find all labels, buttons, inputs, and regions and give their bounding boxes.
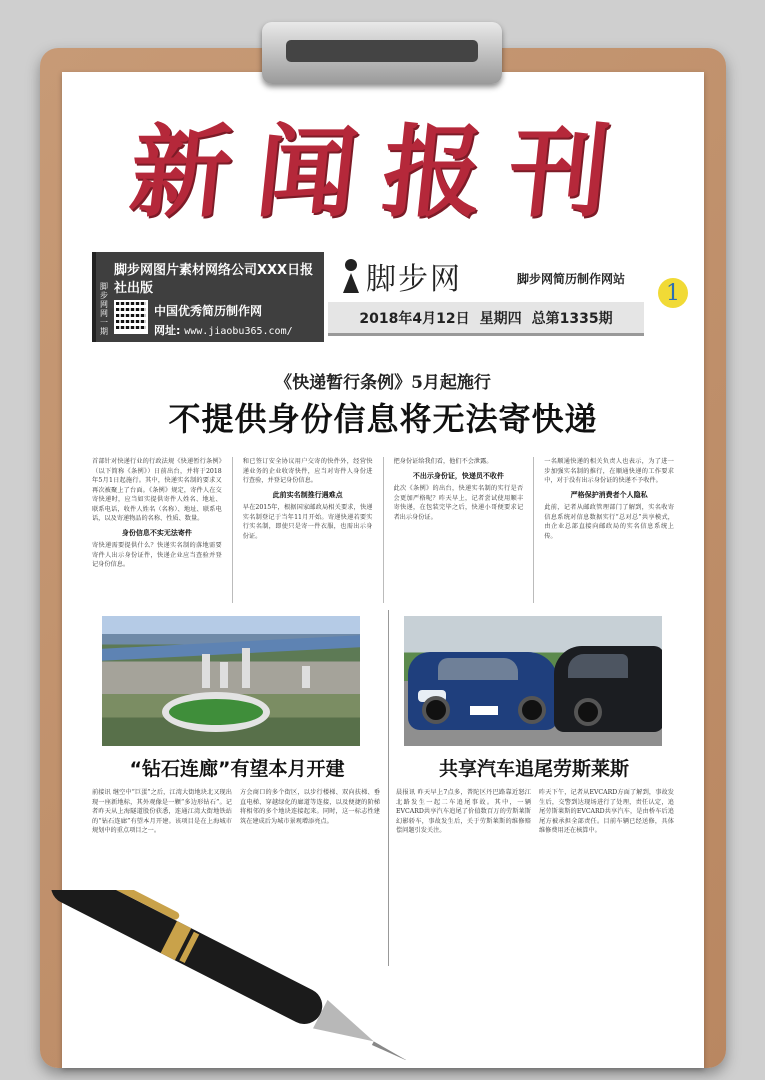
lead-subhead-2: 此前实名制推行遇难点 (272, 489, 343, 499)
column-divider (533, 457, 534, 603)
newspaper-page (62, 72, 704, 1068)
publisher-box (92, 252, 324, 342)
url-label: 网址: (154, 324, 181, 337)
left-story-column-1: 前接讯 继空中“巨蛋”之后，江湾大街地块北又现出现一座新地标，其外观像是一颗“多边形钻石”。记者昨天从上海隧道股份获悉，连通江湾大街地铁站的“钻石连廊”有望本月开建。该项目是在上海城市规划中的重点项目之一。 (92, 789, 232, 834)
brand-logo (342, 256, 462, 296)
right-story-column-2: 昨天下午，记者从EVCARD方面了解到，事故发生后，交警到达现场进行了处理，责任认定，追尾劳斯莱斯的EVCARD共享汽车，是由桥车后追尾方被承担全部责任。目前车辆已经送修，具体维修费用还在核算中。 (539, 789, 674, 834)
lead-subhead-3: 不出示身份证，快递员不收件 (412, 470, 504, 480)
lead-headline: 不提供身份信息将无法寄快递 (168, 400, 598, 438)
city-aerial-photo (102, 616, 360, 746)
logo-tagline: 脚步网简历制作网站 (517, 272, 626, 286)
right-story-headline: 共享汽车追尾劳斯莱斯 (438, 758, 629, 780)
lead-column-3: 把身份证给我们看，他们不会泄露。 不出示身份证，快递员不收件 此次《条例》的出台，快递实名制的实行是否会更加严格呢？昨天早上，记者尝试使用顺丰寄快递，在包装完毕之后，快递小哥便要求记者出示身份证。 (393, 458, 524, 521)
left-story-body (92, 788, 380, 960)
issue-date: 2018年4月12日 (359, 310, 470, 327)
person-silhouette-icon (342, 259, 360, 293)
issue-number: 总第1335期 (531, 310, 613, 327)
info-bar (92, 252, 680, 342)
car-crash-photo (404, 616, 662, 746)
column-divider (383, 457, 384, 603)
lead-subhead-4: 严格保护消费者个人隐私 (570, 489, 648, 499)
tagline: 中国优秀简历制作网 (154, 304, 263, 318)
lead-subhead-1: 身份信息不实无法寄件 (121, 527, 192, 537)
lead-column-4: 一名顺通快递的相关负责人也表示，为了进一步加强实名制的推行，在顺通快递的工作要求中，对于没有出示身份证的快递不予收件。 严格保护消费者个人隐私 此前，记者从邮政管理部门了解到，实名收寄信息系统对信息数据实行“总对总”共享模式，由企业总部直接向邮政局的实名信息系统上传。 (544, 458, 674, 540)
publisher-text: 脚步网图片素材网络公司XXX日报社出版 (114, 263, 314, 296)
right-story-column-1: 晨报讯 昨天早上7点多，普陀区丹巴路靠近怒江北路发生一起二车追尾事故。其中，一辆EVCARD共享汽车追尾了价值数百万的劳斯莱斯幻影轿车，事故发生后，关于劳斯莱斯的维修赔偿问题引发关注。 (396, 789, 531, 834)
page-number-badge: 1 (658, 278, 688, 308)
website (154, 322, 293, 338)
section-divider (388, 610, 389, 966)
lead-kicker: 《快递暂行条例》5月起施行 (275, 373, 491, 393)
logo-text: 脚步网 (366, 262, 462, 297)
vertical-label: 脚步网网一期 (100, 282, 108, 336)
column-divider (232, 457, 233, 603)
date-bar (328, 302, 644, 336)
issue-weekday: 星期四 (479, 310, 522, 327)
lead-column-1: 首部针对快递行业的行政法规《快递暂行条例》（以下简称《条例》）日前出台，并将于2018年5月1日起施行。其中，快递实名制的要求又再次被聚上了台面。《条例》规定，寄件人在交寄快递时，应当如实提供寄件人姓名、地址、联系电话，收件人姓名（名称）、地址、联系电话，以及寄递物品的名称、性质、数量。 身份信息不实无法寄件 寄快递需要提供什么？快递实名制的落地需要寄件人出示身份证件，快递企业应当查验并登记身份信息。 (92, 458, 222, 568)
right-story-body (396, 788, 674, 960)
left-story-column-2: 方会商口的多个街区，以步行楼梯、双向扶梯、垂直电梯、穿越绿化的廊道等连接，以及便捷的阶梯将相邻的多个地块连接起来。同时，这一标志性建筑在建成后为城市景观增添亮点。 (240, 789, 380, 825)
left-story-headline: “钻石连廊”有望本月开建 (129, 758, 345, 780)
url-link[interactable]: www.jiaobu365.com/ (184, 326, 293, 337)
masthead-title: 新闻报刊 (124, 113, 642, 231)
lead-body (92, 457, 674, 603)
lead-column-2: 和已签订安全协议用户交寄的快件外，经营快递业务的企业收寄快件，应当对寄件人身份进行查验，并登记身份信息。 此前实名制推行遇难点 早在2015年，根据国家邮政局相关要求，快递实名制登记于当年11月开始。寄递快递若要实行实名制，即使只是寄一件衣服，也需出示身份证。 (242, 458, 373, 540)
clipboard-clip-icon (262, 22, 502, 84)
qr-code-icon (114, 300, 148, 334)
